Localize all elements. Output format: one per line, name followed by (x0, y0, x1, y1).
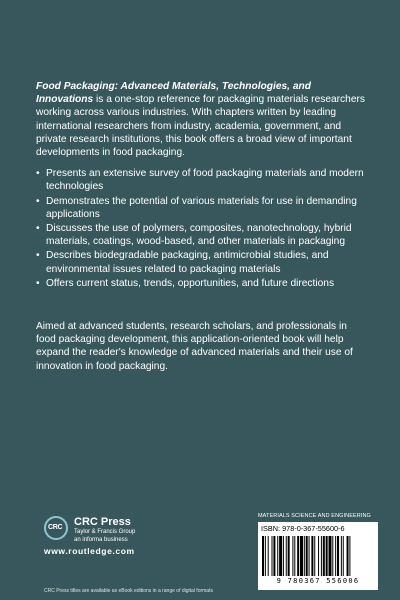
cover-footer (0, 500, 400, 600)
feature-item (36, 195, 366, 221)
feature-item (36, 222, 366, 248)
ebook-note: CRC Press titles are available as eBook editions in a range of digital formats (44, 588, 213, 594)
subject-category: MATERIALS SCIENCE AND ENGINEERING (258, 513, 371, 519)
feature-item (36, 249, 366, 275)
feature-text: Demonstrates the potential of various materials for use in demanding applications (46, 195, 357, 220)
isbn-panel (258, 513, 378, 590)
barcode-icon (262, 536, 374, 576)
intro-text: is a one-stop reference for packaging materials researchers working across various industries. With chapters written by leading international researchers from industry, academia, government, and private research institutions, this book offers a broad view of important developments in food packaging. (36, 94, 365, 159)
feature-text: Presents an extensive survey of food packaging materials and modern technologies (46, 168, 364, 193)
feature-item (36, 277, 366, 290)
feature-text: Describes biodegradable packaging, antimicrobial studies, and environmental issues related to packaging materials (46, 250, 329, 275)
publisher-name: CRC Press (74, 516, 131, 528)
bullet-icon: • (36, 277, 40, 289)
closing-paragraph: Aimed at advanced students, research scholars, and professionals in food packaging development, this application-oriented book will help expand the reader's knowledge of advanced materials and their use of innovation in food packaging. (36, 321, 353, 372)
bullet-icon: • (36, 168, 40, 180)
feature-text: Discusses the use of polymers, composites, nanotechnology, hybrid materials, coatings, wood-based, and other materials in packaging (46, 223, 352, 248)
barcode-digits: 9 780367 556006 (276, 577, 360, 585)
feature-list (36, 167, 366, 290)
publisher-website: www.routledge.com (44, 546, 135, 556)
bullet-icon: • (36, 250, 40, 262)
intro-paragraph (36, 80, 366, 159)
publisher-group (74, 529, 135, 544)
isbn-label: ISBN: 978-0-367-55600-6 (261, 524, 345, 533)
crc-logo-icon (44, 516, 68, 540)
publisher-group-line1: Taylor & Francis Group (74, 529, 136, 535)
publisher-group-line2: an informa business (74, 536, 128, 543)
isbn-box (258, 522, 378, 590)
feature-text: Offers current status, trends, opportunities, and future directions (46, 277, 335, 289)
feature-item (36, 167, 366, 193)
bullet-icon: • (36, 195, 40, 207)
book-title: Food Packaging: Advanced Materials, Technologies, and Innovations (36, 81, 311, 106)
crc-logo-text: CRC (48, 524, 63, 531)
back-cover-description (36, 80, 366, 383)
bullet-icon: • (36, 223, 40, 235)
